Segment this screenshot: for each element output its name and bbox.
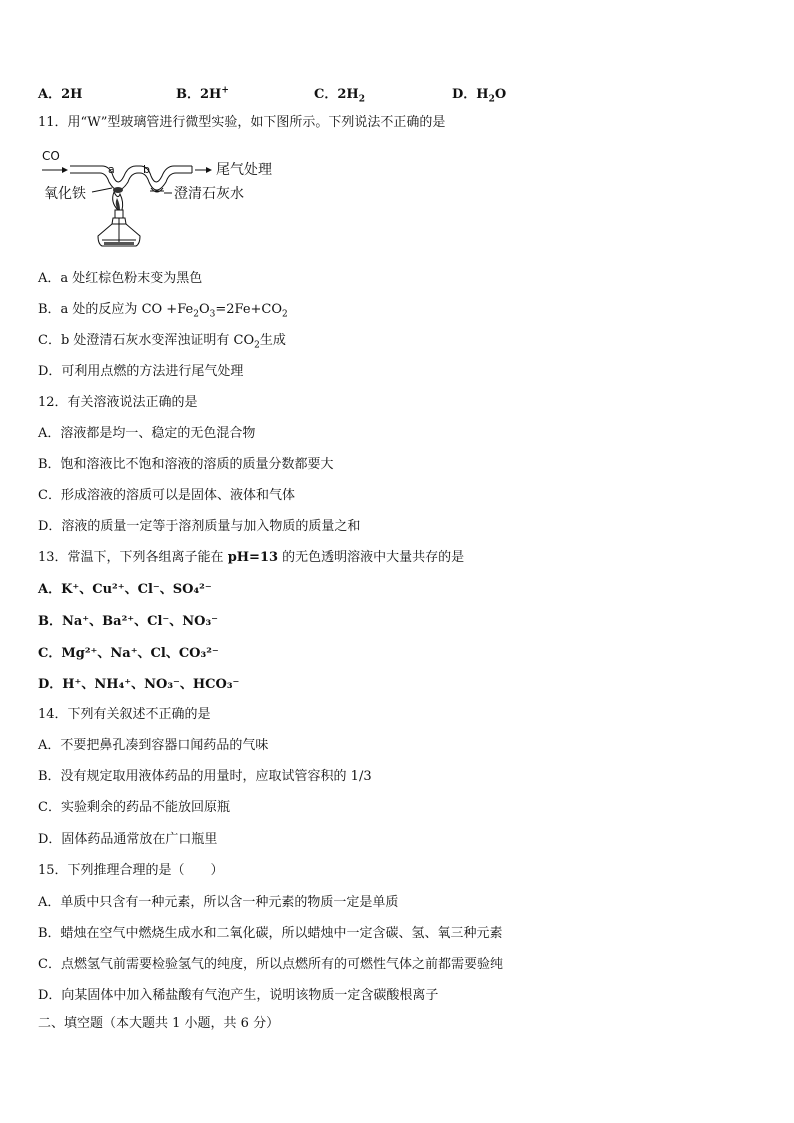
subscript: 2 (488, 94, 495, 105)
option-text: C．b 处澄清石灰水变浑浊证明有 CO (38, 333, 255, 348)
option-label: C． (314, 87, 338, 102)
w-tube-top (70, 166, 192, 182)
q12-option-b: B．饱和溶液比不饱和溶液的溶质的质量分数都要大 (38, 457, 334, 472)
stem-text: 13．常温下，下列各组离子能在 (38, 550, 228, 565)
q13-stem (38, 550, 464, 566)
option-text: O (494, 87, 507, 102)
option-text: H (476, 87, 489, 102)
q13-option-c: C．Mg²⁺、Na⁺、Cl、CO₃²⁻ (38, 646, 219, 661)
subscript: 2 (193, 309, 199, 320)
inlet-arrowhead (62, 167, 68, 173)
iron-oxide-pointer (92, 188, 112, 192)
q14-option-c: C．实验剩余的药品不能放回原瓶 (38, 800, 230, 815)
q14-option-a: A．不要把鼻孔凑到容器口闻药品的气味 (38, 738, 269, 753)
option-text: 生成 (259, 333, 286, 348)
q12-stem: 12．有关溶液说法正确的是 (38, 395, 198, 410)
w-tube-diagram (40, 146, 300, 256)
q15-option-d: D．向某固体中加入稀盐酸有气泡产生，说明该物质一定含碳酸根离子 (38, 988, 439, 1003)
q12-option-c: C．形成溶液的溶质可以是固体、液体和气体 (38, 488, 295, 503)
q15-option-c: C．点燃氢气前需要检验氢气的纯度，所以点燃所有的可燃性气体之前都需要验纯 (38, 957, 503, 972)
option-text: 2H (337, 87, 359, 102)
subscript: 2 (282, 309, 288, 320)
q15-option-b: B．蜡烛在空气中燃烧生成水和二氧化碳，所以蜡烛中一定含碳、氢、氧三种元素 (38, 926, 503, 941)
option-text: 2H (200, 87, 222, 102)
superscript: + (221, 85, 229, 96)
diagram-label-a: a (108, 163, 115, 176)
diagram-label-iron-oxide: 氧化铁 (44, 186, 86, 202)
q15-stem: 15．下列推理合理的是（ ） (38, 863, 224, 878)
q11-option-b (38, 302, 288, 318)
option-text: B．a 处的反应为 CO +Fe (38, 302, 194, 317)
q10-option-a (38, 83, 82, 102)
q12-option-d: D．溶液的质量一定等于溶剂质量与加入物质的质量之和 (38, 519, 361, 534)
diagram-label-b: b (143, 163, 150, 176)
q11-stem: 11．用“W”型玻璃管进行微型实验，如下图所示。下列说法不正确的是 (38, 115, 446, 130)
lamp-alcohol (104, 242, 134, 245)
diagram-label-exhaust: 尾气处理 (216, 162, 272, 178)
subscript: 2 (254, 340, 260, 351)
q13-option-d: D．H⁺、NH₄⁺、NO₃⁻、HCO₃⁻ (38, 677, 240, 692)
q14-option-b: B．没有规定取用液体药品的用量时，应取试管容积的 1/3 (38, 769, 372, 784)
q11-option-a: A．a 处红棕色粉末变为黑色 (38, 271, 203, 286)
q15-option-a: A．单质中只含有一种元素，所以含一种元素的物质一定是单质 (38, 895, 399, 910)
option-label: B． (176, 87, 200, 102)
q14-option-d: D．固体药品通常放在广口瓶里 (38, 832, 218, 847)
option-label: A． (38, 87, 62, 102)
stem-text: 的无色透明溶液中大量共存的是 (278, 550, 465, 565)
option-text: O (198, 302, 210, 317)
q11-option-d: D．可利用点燃的方法进行尾气处理 (38, 364, 244, 379)
q12-option-a: A．溶液都是均一、稳定的无色混合物 (38, 426, 256, 441)
diagram-label-limewater: 澄清石灰水 (174, 186, 244, 202)
subscript: 2 (358, 94, 365, 105)
q13-option-b: B．Na⁺、Ba²⁺、Cl⁻、NO₃⁻ (38, 614, 219, 629)
stem-ph: pH=13 (227, 550, 279, 565)
q14-stem: 14．下列有关叙述不正确的是 (38, 707, 211, 722)
option-text: =2Fe+CO (215, 302, 283, 317)
q10-option-b (176, 83, 229, 102)
q10-option-c (314, 83, 365, 105)
option-text: 2H (61, 87, 83, 102)
section-heading: 二、填空题（本大题共 1 小题，共 6 分） (38, 1016, 280, 1031)
lamp-wick-holder (115, 210, 123, 218)
subscript: 3 (209, 309, 216, 320)
q11-option-c (38, 333, 286, 349)
q13-option-a: A．K⁺、Cu²⁺、Cl⁻、SO₄²⁻ (38, 582, 212, 597)
outlet-arrowhead (206, 167, 212, 173)
q10-option-d (452, 83, 507, 105)
diagram-label-co: CO (42, 149, 60, 163)
option-label: D． (452, 87, 477, 102)
